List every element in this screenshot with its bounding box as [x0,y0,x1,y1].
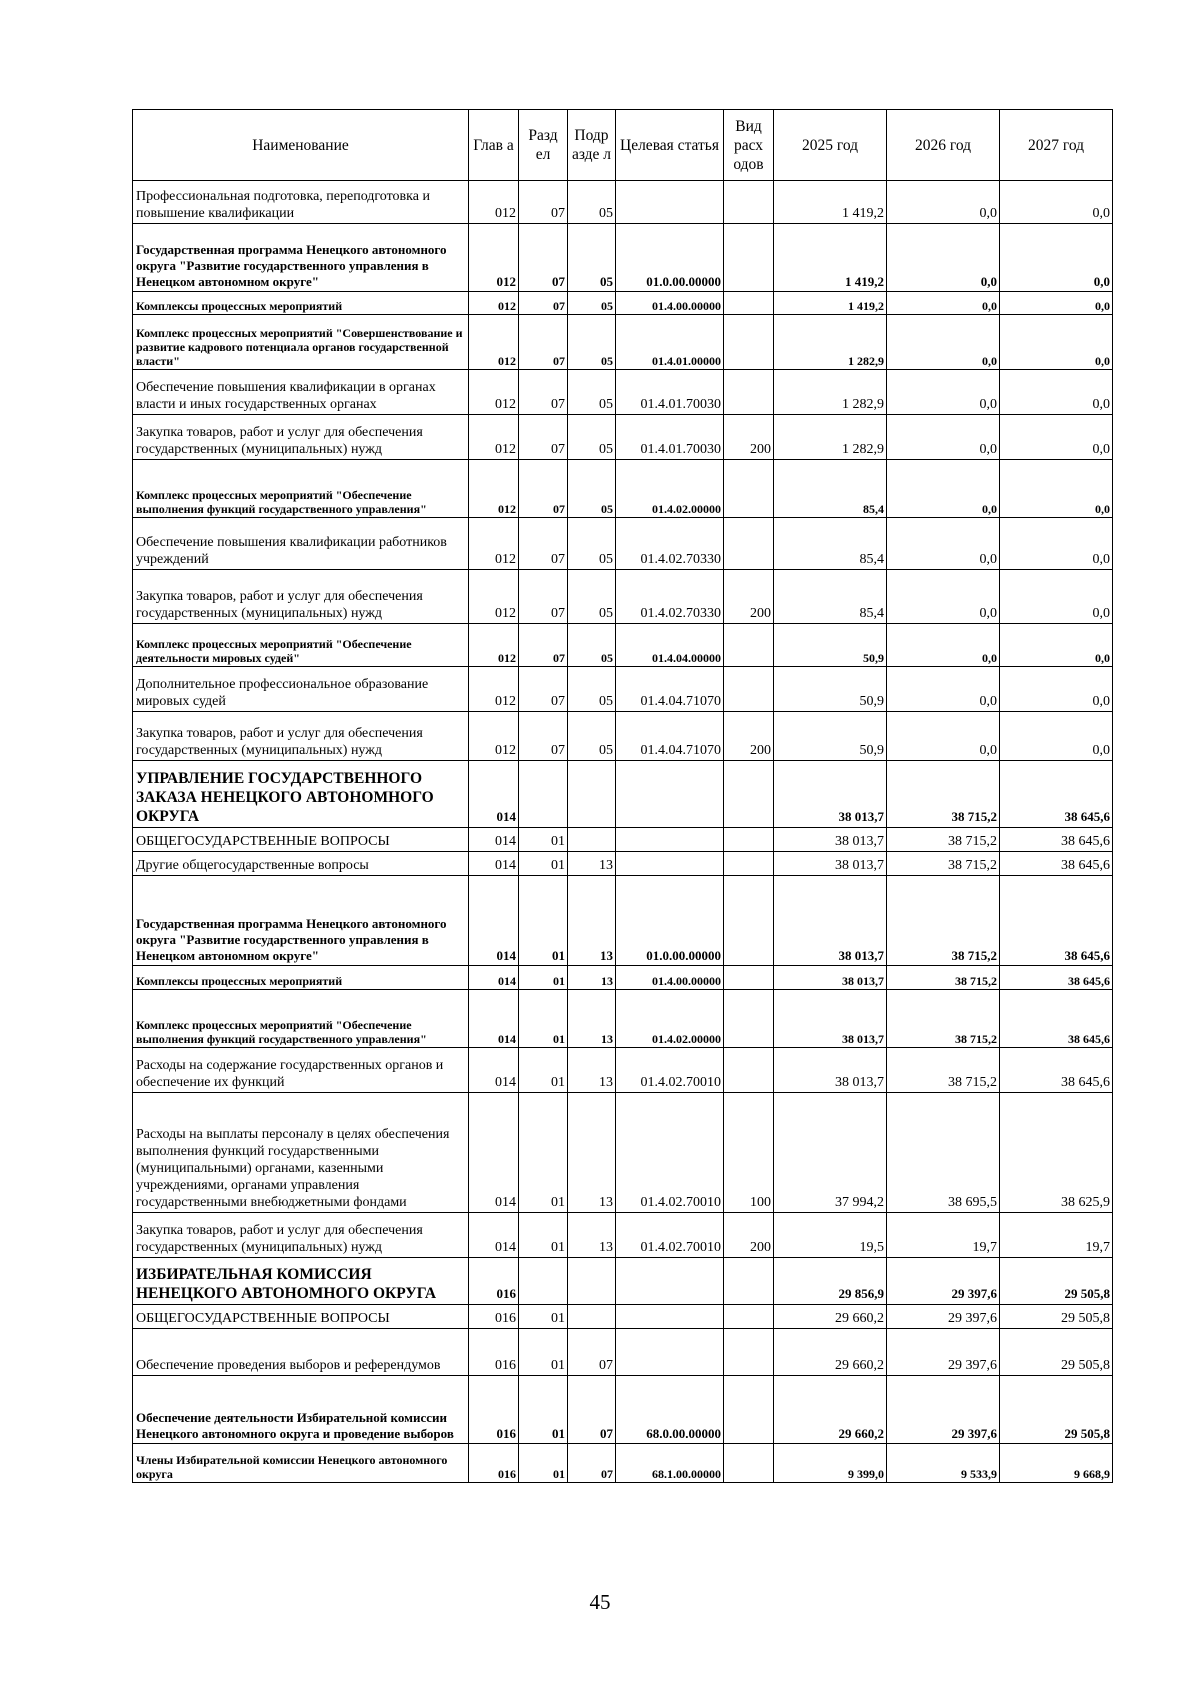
row-podrazdel: 07 [568,1329,616,1376]
table-row [133,966,1113,990]
row-vid: 200 [724,570,774,624]
row-podrazdel: 07 [568,1444,616,1483]
table-row [133,1305,1113,1329]
row-glava: 012 [469,624,519,667]
row-2026: 0,0 [887,460,1000,518]
row-podrazdel: 05 [568,315,616,370]
row-celevaya [616,761,724,828]
row-2025: 38 013,7 [774,761,887,828]
row-2026: 0,0 [887,292,1000,315]
row-2027: 0,0 [1000,518,1113,570]
table-row [133,667,1113,712]
row-vid [724,876,774,966]
row-razdel: 01 [519,852,568,876]
row-podrazdel: 05 [568,181,616,224]
row-glava: 012 [469,570,519,624]
row-razdel: 07 [519,460,568,518]
row-celevaya: 01.4.00.00000 [616,966,724,990]
row-celevaya: 01.4.02.00000 [616,460,724,518]
row-2025: 1 419,2 [774,181,887,224]
row-razdel: 07 [519,712,568,761]
row-glava: 012 [469,315,519,370]
row-vid: 200 [724,1213,774,1258]
row-2026: 0,0 [887,712,1000,761]
row-podrazdel [568,1258,616,1305]
row-podrazdel: 05 [568,460,616,518]
row-name: ИЗБИРАТЕЛЬНАЯ КОМИССИЯ НЕНЕЦКОГО АВТОНОМНОГО ОКРУГА [133,1258,469,1305]
row-glava: 016 [469,1329,519,1376]
row-podrazdel [568,828,616,852]
row-glava: 012 [469,712,519,761]
row-glava: 014 [469,852,519,876]
row-2025: 1 419,2 [774,292,887,315]
row-2026: 0,0 [887,224,1000,292]
row-razdel: 07 [519,370,568,415]
row-glava: 014 [469,761,519,828]
row-2025: 38 013,7 [774,852,887,876]
row-podrazdel: 05 [568,224,616,292]
row-name: Закупка товаров, работ и услуг для обеспечения государственных (муниципальных) нужд [133,570,469,624]
row-vid [724,1376,774,1444]
row-2026: 0,0 [887,370,1000,415]
row-razdel: 01 [519,1376,568,1444]
row-name: Расходы на содержание государственных органов и обеспечение их функций [133,1048,469,1093]
row-razdel: 01 [519,966,568,990]
row-2026: 38 715,2 [887,966,1000,990]
row-vid [724,181,774,224]
table-row [133,181,1113,224]
row-vid [724,761,774,828]
row-vid [724,966,774,990]
table-row [133,761,1113,828]
row-razdel [519,1258,568,1305]
row-razdel: 01 [519,876,568,966]
row-2026: 38 695,5 [887,1093,1000,1213]
row-2025: 38 013,7 [774,966,887,990]
row-2025: 38 013,7 [774,1048,887,1093]
row-podrazdel: 13 [568,1213,616,1258]
row-podrazdel: 13 [568,990,616,1048]
row-2027: 0,0 [1000,460,1113,518]
row-razdel: 01 [519,1213,568,1258]
header-celevaya: Целевая статья [616,110,724,181]
row-vid [724,667,774,712]
row-2026: 29 397,6 [887,1376,1000,1444]
row-celevaya [616,852,724,876]
row-2025: 38 013,7 [774,828,887,852]
row-vid: 200 [724,712,774,761]
row-2026: 29 397,6 [887,1258,1000,1305]
row-2025: 37 994,2 [774,1093,887,1213]
row-2027: 29 505,8 [1000,1305,1113,1329]
row-name: Комплекс процессных мероприятий "Обеспечение выполнения функций государственного управления" [133,990,469,1048]
row-name: Расходы на выплаты персоналу в целях обеспечения выполнения функций государственными (муниципальными) органами, казенными учреждениями, органами управления государственными внебюджетными фондами [133,1093,469,1213]
row-podrazdel: 05 [568,370,616,415]
row-name: Комплекс процессных мероприятий "Совершенствование и развитие кадрового потенциала органов государственной власти" [133,315,469,370]
header-vid: Вид расх одов [724,110,774,181]
row-2025: 1 419,2 [774,224,887,292]
row-2026: 0,0 [887,624,1000,667]
row-2025: 50,9 [774,624,887,667]
row-razdel: 01 [519,1305,568,1329]
row-name: Комплексы процессных мероприятий [133,966,469,990]
table-row [133,712,1113,761]
row-name: Другие общегосударственные вопросы [133,852,469,876]
row-podrazdel: 05 [568,518,616,570]
row-vid [724,518,774,570]
row-celevaya: 01.4.02.70010 [616,1048,724,1093]
row-celevaya: 01.4.02.70330 [616,570,724,624]
row-2027: 38 645,6 [1000,852,1113,876]
row-celevaya: 68.1.00.00000 [616,1444,724,1483]
row-podrazdel: 05 [568,712,616,761]
row-vid [724,370,774,415]
row-2025: 85,4 [774,570,887,624]
row-2027: 0,0 [1000,292,1113,315]
row-name: Обеспечение повышения квалификации работников учреждений [133,518,469,570]
row-razdel: 01 [519,1093,568,1213]
row-2026: 38 715,2 [887,761,1000,828]
row-2026: 38 715,2 [887,1048,1000,1093]
table-row [133,624,1113,667]
row-name: Обеспечение деятельности Избирательной комиссии Ненецкого автономного округа и проведение выборов [133,1376,469,1444]
row-vid [724,852,774,876]
row-2027: 0,0 [1000,667,1113,712]
row-vid [724,1048,774,1093]
row-celevaya: 68.0.00.00000 [616,1376,724,1444]
row-2026: 29 397,6 [887,1305,1000,1329]
row-glava: 014 [469,966,519,990]
row-2027: 9 668,9 [1000,1444,1113,1483]
row-celevaya: 01.4.04.71070 [616,712,724,761]
table-row [133,1376,1113,1444]
row-2027: 19,7 [1000,1213,1113,1258]
row-podrazdel: 13 [568,876,616,966]
row-glava: 016 [469,1444,519,1483]
row-glava: 016 [469,1305,519,1329]
row-vid [724,315,774,370]
row-glava: 016 [469,1376,519,1444]
header-2025: 2025 год [774,110,887,181]
row-razdel: 07 [519,518,568,570]
row-podrazdel: 05 [568,415,616,460]
row-celevaya: 01.4.00.00000 [616,292,724,315]
table-row [133,876,1113,966]
row-name: Дополнительное профессиональное образование мировых судей [133,667,469,712]
row-2027: 0,0 [1000,224,1113,292]
row-celevaya [616,828,724,852]
table-row [133,1213,1113,1258]
row-glava: 012 [469,292,519,315]
table-row [133,570,1113,624]
row-razdel: 07 [519,624,568,667]
row-2025: 1 282,9 [774,315,887,370]
row-2026: 0,0 [887,415,1000,460]
row-vid [724,1258,774,1305]
row-razdel: 07 [519,667,568,712]
table-row [133,1048,1113,1093]
table-row [133,1093,1113,1213]
row-2025: 29 660,2 [774,1376,887,1444]
row-celevaya: 01.4.02.70010 [616,1213,724,1258]
row-2025: 29 660,2 [774,1305,887,1329]
row-name: Комплекс процессных мероприятий "Обеспечение выполнения функций государственного управления" [133,460,469,518]
row-2025: 1 282,9 [774,415,887,460]
row-razdel [519,761,568,828]
row-name: ОБЩЕГОСУДАРСТВЕННЫЕ ВОПРОСЫ [133,1305,469,1329]
row-name: Закупка товаров, работ и услуг для обеспечения государственных (муниципальных) нужд [133,712,469,761]
page-number: 45 [589,1590,611,1614]
row-2027: 0,0 [1000,570,1113,624]
row-2026: 19,7 [887,1213,1000,1258]
row-vid: 100 [724,1093,774,1213]
row-podrazdel [568,1305,616,1329]
row-razdel: 01 [519,1444,568,1483]
row-glava: 012 [469,460,519,518]
row-glava: 014 [469,990,519,1048]
table-row [133,1329,1113,1376]
row-vid [724,292,774,315]
row-2027: 38 645,6 [1000,828,1113,852]
row-2027: 0,0 [1000,370,1113,415]
row-podrazdel: 05 [568,624,616,667]
row-2025: 29 856,9 [774,1258,887,1305]
header-name: Наименование [133,110,469,181]
header-2027: 2027 год [1000,110,1113,181]
row-razdel: 01 [519,1329,568,1376]
row-celevaya: 01.4.01.00000 [616,315,724,370]
table-row [133,292,1113,315]
row-podrazdel: 13 [568,966,616,990]
row-2026: 38 715,2 [887,876,1000,966]
row-name: Государственная программа Ненецкого автономного округа "Развитие государственного управления в Ненецком автономном округе" [133,224,469,292]
row-2027: 38 645,6 [1000,876,1113,966]
table-row [133,990,1113,1048]
header-podrazdel: Подр азде л [568,110,616,181]
row-celevaya [616,1305,724,1329]
row-razdel: 07 [519,570,568,624]
row-2027: 38 645,6 [1000,1048,1113,1093]
table-row [133,1444,1113,1483]
row-2027: 0,0 [1000,712,1113,761]
row-glava: 014 [469,828,519,852]
row-razdel: 07 [519,181,568,224]
row-glava: 012 [469,181,519,224]
row-podrazdel: 07 [568,1376,616,1444]
table-row [133,518,1113,570]
row-2026: 38 715,2 [887,990,1000,1048]
row-razdel: 01 [519,990,568,1048]
table-row [133,370,1113,415]
row-glava: 012 [469,518,519,570]
row-celevaya [616,181,724,224]
row-2026: 38 715,2 [887,852,1000,876]
row-celevaya: 01.4.02.70330 [616,518,724,570]
row-2027: 0,0 [1000,315,1113,370]
row-2027: 38 645,6 [1000,966,1113,990]
row-2027: 29 505,8 [1000,1258,1113,1305]
row-2026: 0,0 [887,570,1000,624]
header-glava: Глав а [469,110,519,181]
row-vid [724,990,774,1048]
row-2026: 38 715,2 [887,828,1000,852]
row-vid [724,1329,774,1376]
row-name: УПРАВЛЕНИЕ ГОСУДАРСТВЕННОГО ЗАКАЗА НЕНЕЦКОГО АВТОНОМНОГО ОКРУГА [133,761,469,828]
row-name: Обеспечение повышения квалификации в органах власти и иных государственных органах [133,370,469,415]
row-vid [724,1444,774,1483]
row-razdel: 07 [519,292,568,315]
row-celevaya: 01.4.01.70030 [616,415,724,460]
row-vid [724,1305,774,1329]
row-name: ОБЩЕГОСУДАРСТВЕННЫЕ ВОПРОСЫ [133,828,469,852]
row-2025: 38 013,7 [774,876,887,966]
row-2026: 0,0 [887,181,1000,224]
row-razdel: 07 [519,315,568,370]
row-vid: 200 [724,415,774,460]
table-row [133,224,1113,292]
row-celevaya: 01.0.00.00000 [616,876,724,966]
row-2027: 0,0 [1000,181,1113,224]
row-podrazdel: 13 [568,852,616,876]
row-2025: 50,9 [774,667,887,712]
row-podrazdel: 05 [568,667,616,712]
row-razdel: 07 [519,415,568,460]
header-razdel: Разд ел [519,110,568,181]
row-2026: 9 533,9 [887,1444,1000,1483]
row-2025: 29 660,2 [774,1329,887,1376]
row-2026: 29 397,6 [887,1329,1000,1376]
table-row [133,852,1113,876]
row-celevaya: 01.4.04.00000 [616,624,724,667]
row-glava: 014 [469,1048,519,1093]
row-vid [724,460,774,518]
row-2027: 29 505,8 [1000,1376,1113,1444]
row-glava: 012 [469,370,519,415]
table-row [133,315,1113,370]
table-row [133,828,1113,852]
row-2027: 29 505,8 [1000,1329,1113,1376]
row-2025: 85,4 [774,460,887,518]
row-celevaya: 01.4.04.71070 [616,667,724,712]
row-2026: 0,0 [887,518,1000,570]
row-podrazdel: 05 [568,570,616,624]
row-2027: 38 645,6 [1000,761,1113,828]
row-name: Закупка товаров, работ и услуг для обеспечения государственных (муниципальных) нужд [133,1213,469,1258]
row-celevaya: 01.4.02.00000 [616,990,724,1048]
row-celevaya: 01.4.01.70030 [616,370,724,415]
row-vid [724,828,774,852]
row-name: Профессиональная подготовка, переподготовка и повышение квалификации [133,181,469,224]
row-podrazdel [568,761,616,828]
table-row [133,1258,1113,1305]
row-name: Комплексы процессных мероприятий [133,292,469,315]
row-podrazdel: 13 [568,1093,616,1213]
header-2026: 2026 год [887,110,1000,181]
row-name: Комплекс процессных мероприятий "Обеспечение деятельности мировых судей" [133,624,469,667]
row-2027: 0,0 [1000,415,1113,460]
table-row [133,460,1113,518]
row-2025: 1 282,9 [774,370,887,415]
row-glava: 014 [469,1213,519,1258]
row-2025: 38 013,7 [774,990,887,1048]
row-glava: 012 [469,415,519,460]
table-row [133,415,1113,460]
row-celevaya: 01.0.00.00000 [616,224,724,292]
row-celevaya [616,1258,724,1305]
row-2025: 50,9 [774,712,887,761]
row-celevaya: 01.4.02.70010 [616,1093,724,1213]
row-glava: 014 [469,876,519,966]
row-2026: 0,0 [887,315,1000,370]
row-glava: 016 [469,1258,519,1305]
row-name: Закупка товаров, работ и услуг для обеспечения государственных (муниципальных) нужд [133,415,469,460]
row-glava: 012 [469,667,519,712]
row-razdel: 01 [519,1048,568,1093]
row-2027: 38 645,6 [1000,990,1113,1048]
row-name: Государственная программа Ненецкого автономного округа "Развитие государственного управления в Ненецком автономном округе" [133,876,469,966]
row-glava: 014 [469,1093,519,1213]
row-vid [724,224,774,292]
row-name: Обеспечение проведения выборов и референдумов [133,1329,469,1376]
row-2025: 19,5 [774,1213,887,1258]
row-2025: 9 399,0 [774,1444,887,1483]
table-header-row [133,110,1113,181]
row-podrazdel: 13 [568,1048,616,1093]
row-name: Члены Избирательной комиссии Ненецкого автономного округа [133,1444,469,1483]
row-2027: 38 625,9 [1000,1093,1113,1213]
row-2026: 0,0 [887,667,1000,712]
row-celevaya [616,1329,724,1376]
budget-table [132,109,1113,1483]
row-podrazdel: 05 [568,292,616,315]
row-2027: 0,0 [1000,624,1113,667]
row-razdel: 01 [519,828,568,852]
row-2025: 85,4 [774,518,887,570]
row-razdel: 07 [519,224,568,292]
row-vid [724,624,774,667]
row-glava: 012 [469,224,519,292]
